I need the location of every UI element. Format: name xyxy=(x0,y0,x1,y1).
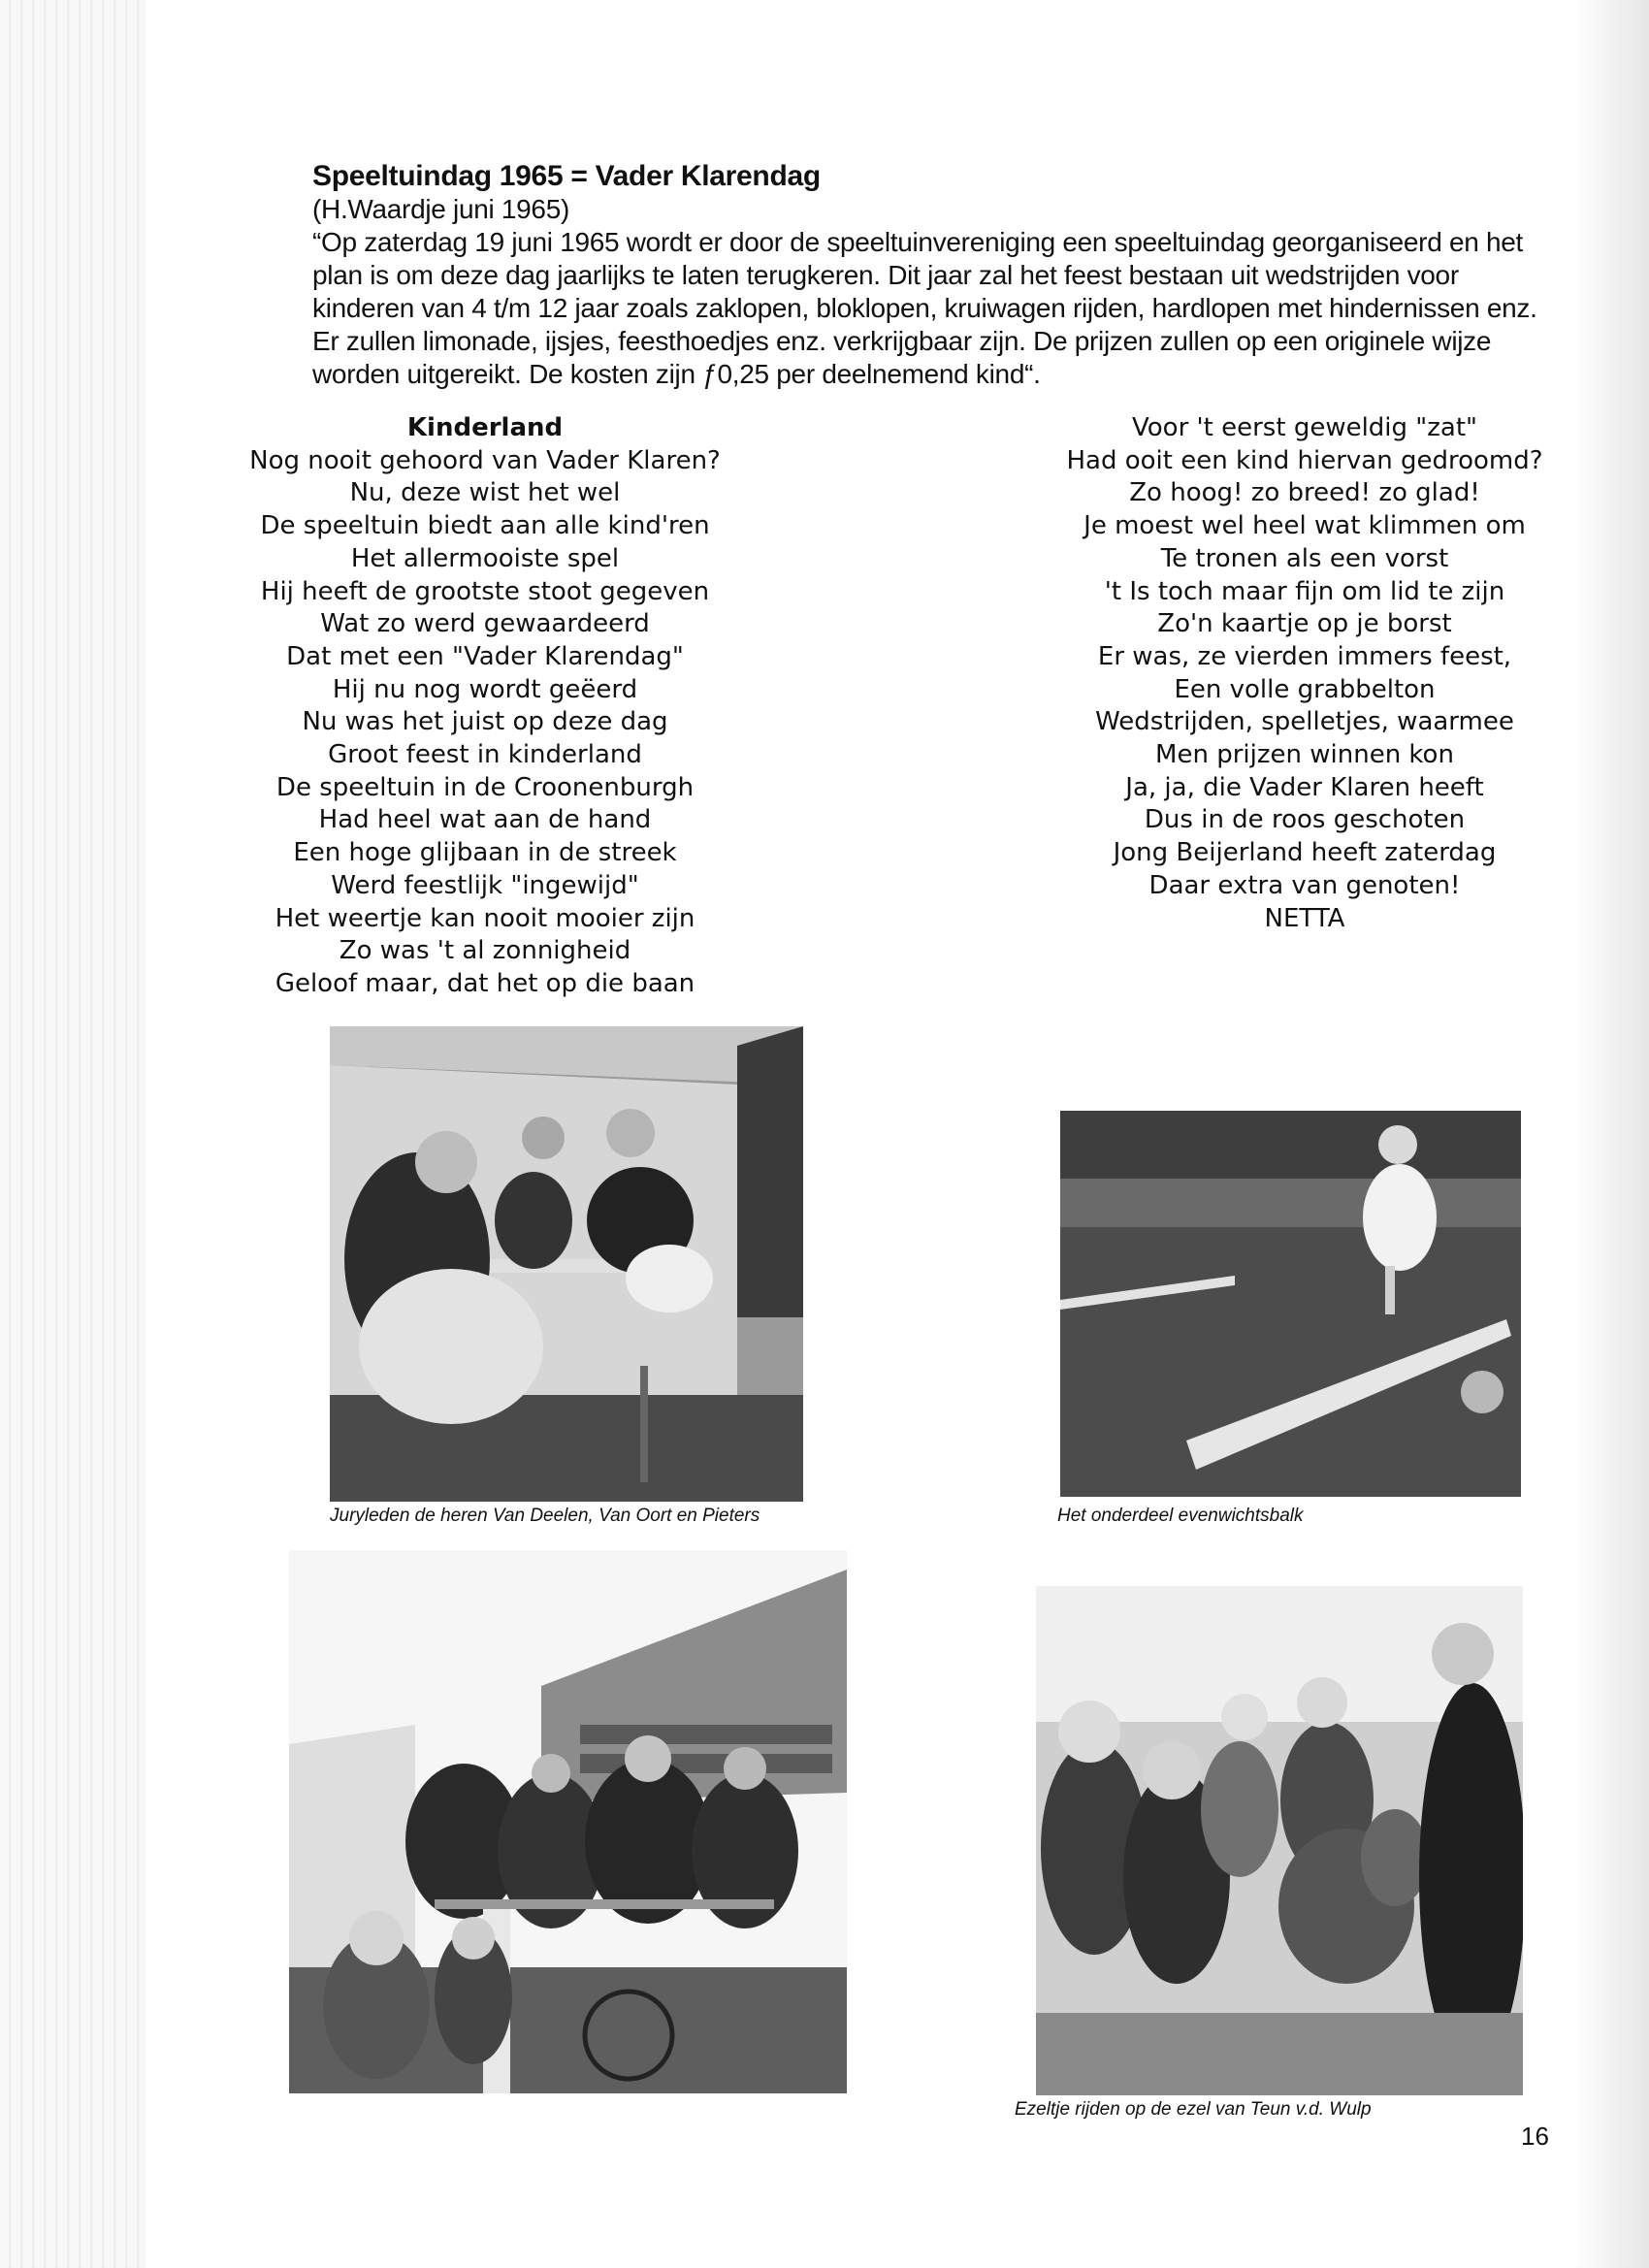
poem-line: Zo was 't al zonnigheid xyxy=(339,936,631,966)
poem-line: Had ooit een kind hiervan gedroomd? xyxy=(1066,445,1543,475)
poem-line: De speeltuin biedt aan alle kind'ren xyxy=(260,511,710,541)
poem-line: Nu was het juist op deze dag xyxy=(302,707,668,737)
poem-line: Werd feestlijk "ingewijd" xyxy=(331,870,639,900)
article-source: (H.Waardje juni 1965) xyxy=(312,194,570,224)
article-body: “Op zaterdag 19 juni 1965 wordt er door de speeltuinvereniging een speeltuindag georganiseerd en het plan is om deze dag jaarlijks te laten terugkeren. Dit jaar zal het feest bestaan uit wedstrijden voor kinderen van 4 t/m 12 jaar zoals zaklopen, bloklopen, kruiwagen rijden, hardlopen met hindernissen enz. Er zullen limonade, ijsjes, feesthoedjes enz. verkrijgbaar zijn. De prijzen zullen op een originele wijze worden uitgereikt. De kosten zijn ƒ0,25 per deelnemend kind“. xyxy=(312,227,1537,389)
article-header xyxy=(312,160,1564,391)
poem-line: Hij heeft de grootste stoot gegeven xyxy=(260,576,710,606)
poem-line: Geloof maar, dat het op die baan xyxy=(275,968,695,998)
poem-line: Je moest wel heel wat klimmen om xyxy=(1083,511,1526,541)
poem-line: Had heel wat aan de hand xyxy=(318,805,652,835)
page-shadow xyxy=(1571,0,1649,2268)
photo-caption-4: Ezeltje rijden op de ezel van Teun v.d. Wulp xyxy=(1015,2099,1372,2120)
poem-line: Nog nooit gehoord van Vader Klaren? xyxy=(249,445,721,475)
poem-line: Daar extra van genoten! xyxy=(1148,870,1461,900)
poem-line: Zo hoog! zo breed! zo glad! xyxy=(1129,478,1480,508)
poem-line: Ja, ja, die Vader Klaren heeft xyxy=(1125,772,1484,802)
poem-line: Dat met een "Vader Klarendag" xyxy=(286,641,684,671)
photo-jury-tent xyxy=(330,1026,803,1502)
photo-caption-2: Het onderdeel evenwichtsbalk xyxy=(1057,1506,1304,1526)
poem-line: NETTA xyxy=(1264,903,1345,933)
poem-line: Wedstrijden, spelletjes, waarmee xyxy=(1095,707,1514,737)
poem-line: Een volle grabbelton xyxy=(1174,674,1436,704)
photo-donkey-ride xyxy=(1036,1586,1523,2095)
page-number: 16 xyxy=(1521,2122,1549,2151)
poem-line: Jong Beijerland heeft zaterdag xyxy=(1113,838,1497,868)
poem-line: Dus in de roos geschoten xyxy=(1144,805,1466,835)
poem-right-column xyxy=(1043,412,1567,935)
poem-line: 't Is toch maar fijn om lid te zijn xyxy=(1104,576,1505,606)
poem-line: De speeltuin in de Croonenburgh xyxy=(275,772,695,802)
photo-caption-1: Juryleden de heren Van Deelen, Van Oort en Pieters xyxy=(330,1506,760,1526)
poem-line: Het allermooiste spel xyxy=(350,543,620,573)
poem-line: Wat zo werd gewaardeerd xyxy=(320,609,650,639)
article-title: Speeltuindag 1965 = Vader Klarendag xyxy=(312,160,821,192)
photo-spectators-fence xyxy=(289,1550,847,2093)
poem-title: Kinderland xyxy=(406,413,564,442)
poem-line: Te tronen als een vorst xyxy=(1160,543,1449,573)
poem-line: Een hoge glijbaan in de streek xyxy=(293,838,677,868)
poem-line: Hij nu nog wordt geëerd xyxy=(332,674,638,704)
poem-line: Groot feest in kinderland xyxy=(328,740,642,770)
poem-line: Voor 't eerst geweldig "zat" xyxy=(1131,413,1477,442)
page-edges xyxy=(0,0,146,2268)
poem-line: Het weertje kan nooit mooier zijn xyxy=(275,903,695,933)
poem-line: Men prijzen winnen kon xyxy=(1155,740,1454,770)
photo-balance-beam xyxy=(1060,1111,1521,1497)
poem-left-column xyxy=(223,412,747,1001)
poem-line: Er was, ze vierden immers feest, xyxy=(1097,641,1512,671)
poem-line: Zo'n kaartje op je borst xyxy=(1157,609,1452,639)
poem-line: Nu, deze wist het wel xyxy=(349,478,621,508)
